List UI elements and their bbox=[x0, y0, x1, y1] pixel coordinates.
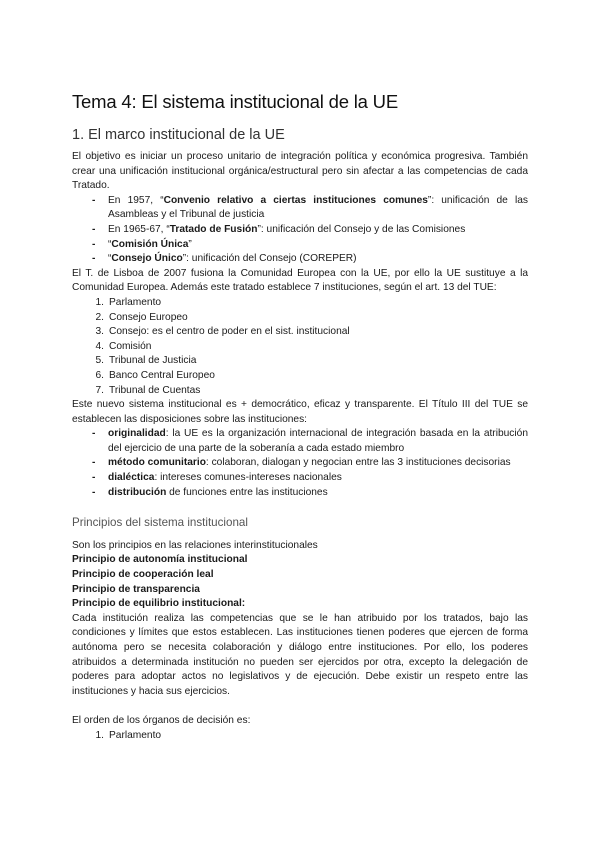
history-item-pre: “ bbox=[108, 238, 112, 250]
history-item-bold: Comisión Única bbox=[111, 238, 189, 250]
item-number: 2. bbox=[95, 311, 104, 323]
numbered-item bbox=[72, 325, 528, 340]
history-item-post: ”: unificación del Consejo y de las Comisiones bbox=[257, 223, 466, 235]
feature-description: de funciones entre las instituciones bbox=[166, 486, 328, 498]
item-number: 7. bbox=[95, 384, 104, 396]
lisboa-paragraph: El T. de Lisboa de 2007 fusiona la Comunidad Europea con la UE, por ello la UE sustituye a la Comunidad Europea. Además este tratado establece 7 instituciones, según el art. 13 del TUE: bbox=[72, 267, 528, 294]
history-item-bold: Tratado de Fusión bbox=[169, 223, 258, 235]
principle-item: Principio de transparencia bbox=[72, 583, 200, 595]
feature-term: dialéctica bbox=[108, 472, 155, 484]
history-item-post: ”: unificación del Consejo (COREPER) bbox=[182, 253, 357, 265]
item-number: 5. bbox=[95, 355, 104, 367]
history-item-post: ”: unificación de las Asambleas y el Tribunal de justicia bbox=[108, 194, 528, 221]
history-item-post: ” bbox=[188, 238, 192, 250]
institutions-list bbox=[72, 296, 528, 398]
history-item bbox=[72, 238, 528, 253]
history-item bbox=[72, 223, 528, 238]
history-item-pre: En 1965-67, “ bbox=[108, 223, 170, 235]
item-label: Consejo Europeo bbox=[109, 311, 188, 323]
feature-item bbox=[72, 456, 528, 471]
principles-list bbox=[72, 553, 528, 611]
equilibrio-paragraph: Cada institución realiza las competencias que se le han atribuido por los tratados, bajo las condiciones y límites que estos establecen. Las instituciones tienen poderes que ejercen de forma autónoma pero se necesita colaboración y diálogo entre instituciones. Por ello, los poderes atribuidos a determinada institución no pueden ser ejercidos por otra, excepto la delegación de poderes para adoptar actos no legislativos y de ejecución. Debe existir un respeto entre las instituciones y hacia sus ejercicios. bbox=[72, 612, 528, 697]
item-label: Comisión bbox=[109, 340, 152, 352]
history-item-pre: En 1957, “ bbox=[108, 194, 164, 206]
history-item bbox=[72, 194, 528, 223]
section-body bbox=[72, 150, 528, 743]
numbered-item bbox=[72, 729, 528, 744]
numbered-item bbox=[72, 384, 528, 399]
numbered-item bbox=[72, 296, 528, 311]
item-label: Consejo: es el centro de poder en el sist. institucional bbox=[109, 326, 350, 338]
orden-list bbox=[72, 729, 528, 744]
history-list bbox=[72, 194, 528, 267]
item-label: Tribunal de Justicia bbox=[109, 355, 197, 367]
feature-item bbox=[72, 486, 528, 501]
numbered-item bbox=[72, 311, 528, 326]
item-label: Tribunal de Cuentas bbox=[109, 384, 201, 396]
principle-item: Principio de cooperación leal bbox=[72, 569, 214, 581]
feature-term: originalidad bbox=[108, 428, 166, 440]
section-heading: 1. El marco institucional de la UE bbox=[72, 127, 285, 143]
feature-description: : colaboran, dialogan y negocian entre las 3 instituciones decisorias bbox=[205, 457, 511, 469]
item-label: Banco Central Europeo bbox=[109, 369, 215, 381]
item-label: Parlamento bbox=[109, 729, 162, 741]
feature-description: : la UE es la organización internacional de integración basada en la atribución del ejercicio de una parte de la soberanía a cada estado miembro bbox=[108, 428, 528, 454]
document-title: Tema 4: El sistema institucional de la UE bbox=[72, 91, 398, 112]
history-item bbox=[72, 252, 528, 267]
feature-term: distribución bbox=[108, 486, 167, 498]
item-number: 1. bbox=[95, 296, 104, 308]
orden-paragraph: El orden de los órganos de decisión es: bbox=[72, 714, 251, 726]
numbered-item bbox=[72, 369, 528, 384]
numbered-item bbox=[72, 340, 528, 355]
item-number: 6. bbox=[95, 369, 104, 381]
feature-term: método comunitario bbox=[108, 457, 206, 469]
principle-item: Principio de autonomía institucional bbox=[72, 554, 248, 566]
item-number: 3. bbox=[95, 326, 104, 338]
item-label: Parlamento bbox=[109, 296, 162, 308]
principle-item: Principio de equilibrio institucional: bbox=[72, 598, 246, 610]
feature-description: : intereses comunes-intereses nacionales bbox=[154, 472, 342, 484]
feature-item bbox=[72, 471, 528, 486]
principles-intro: Son los principios en las relaciones interinstitucionales bbox=[72, 539, 318, 551]
item-number: 1. bbox=[95, 729, 104, 741]
feature-item bbox=[72, 427, 528, 456]
nuevo-sistema-paragraph: Este nuevo sistema institucional es + democrático, eficaz y transparente. El Título III del TUE se establecen las disposiciones sobre las instituciones: bbox=[72, 399, 528, 425]
item-number: 4. bbox=[95, 340, 104, 352]
numbered-item bbox=[72, 354, 528, 369]
principles-heading: Principios del sistema institucional bbox=[72, 516, 248, 530]
intro-paragraph: El objetivo es iniciar un proceso unitario de integración política y económica progresiva. También crear una unificación institucional orgánica/estructural pero sin afectar a las competencias de cada Tratado. bbox=[72, 151, 528, 192]
features-list bbox=[72, 427, 528, 500]
history-item-pre: “ bbox=[108, 253, 112, 265]
history-item-bold: Consejo Único bbox=[111, 253, 183, 265]
history-item-bold: Convenio relativo a ciertas instituciones comunes bbox=[163, 194, 428, 206]
